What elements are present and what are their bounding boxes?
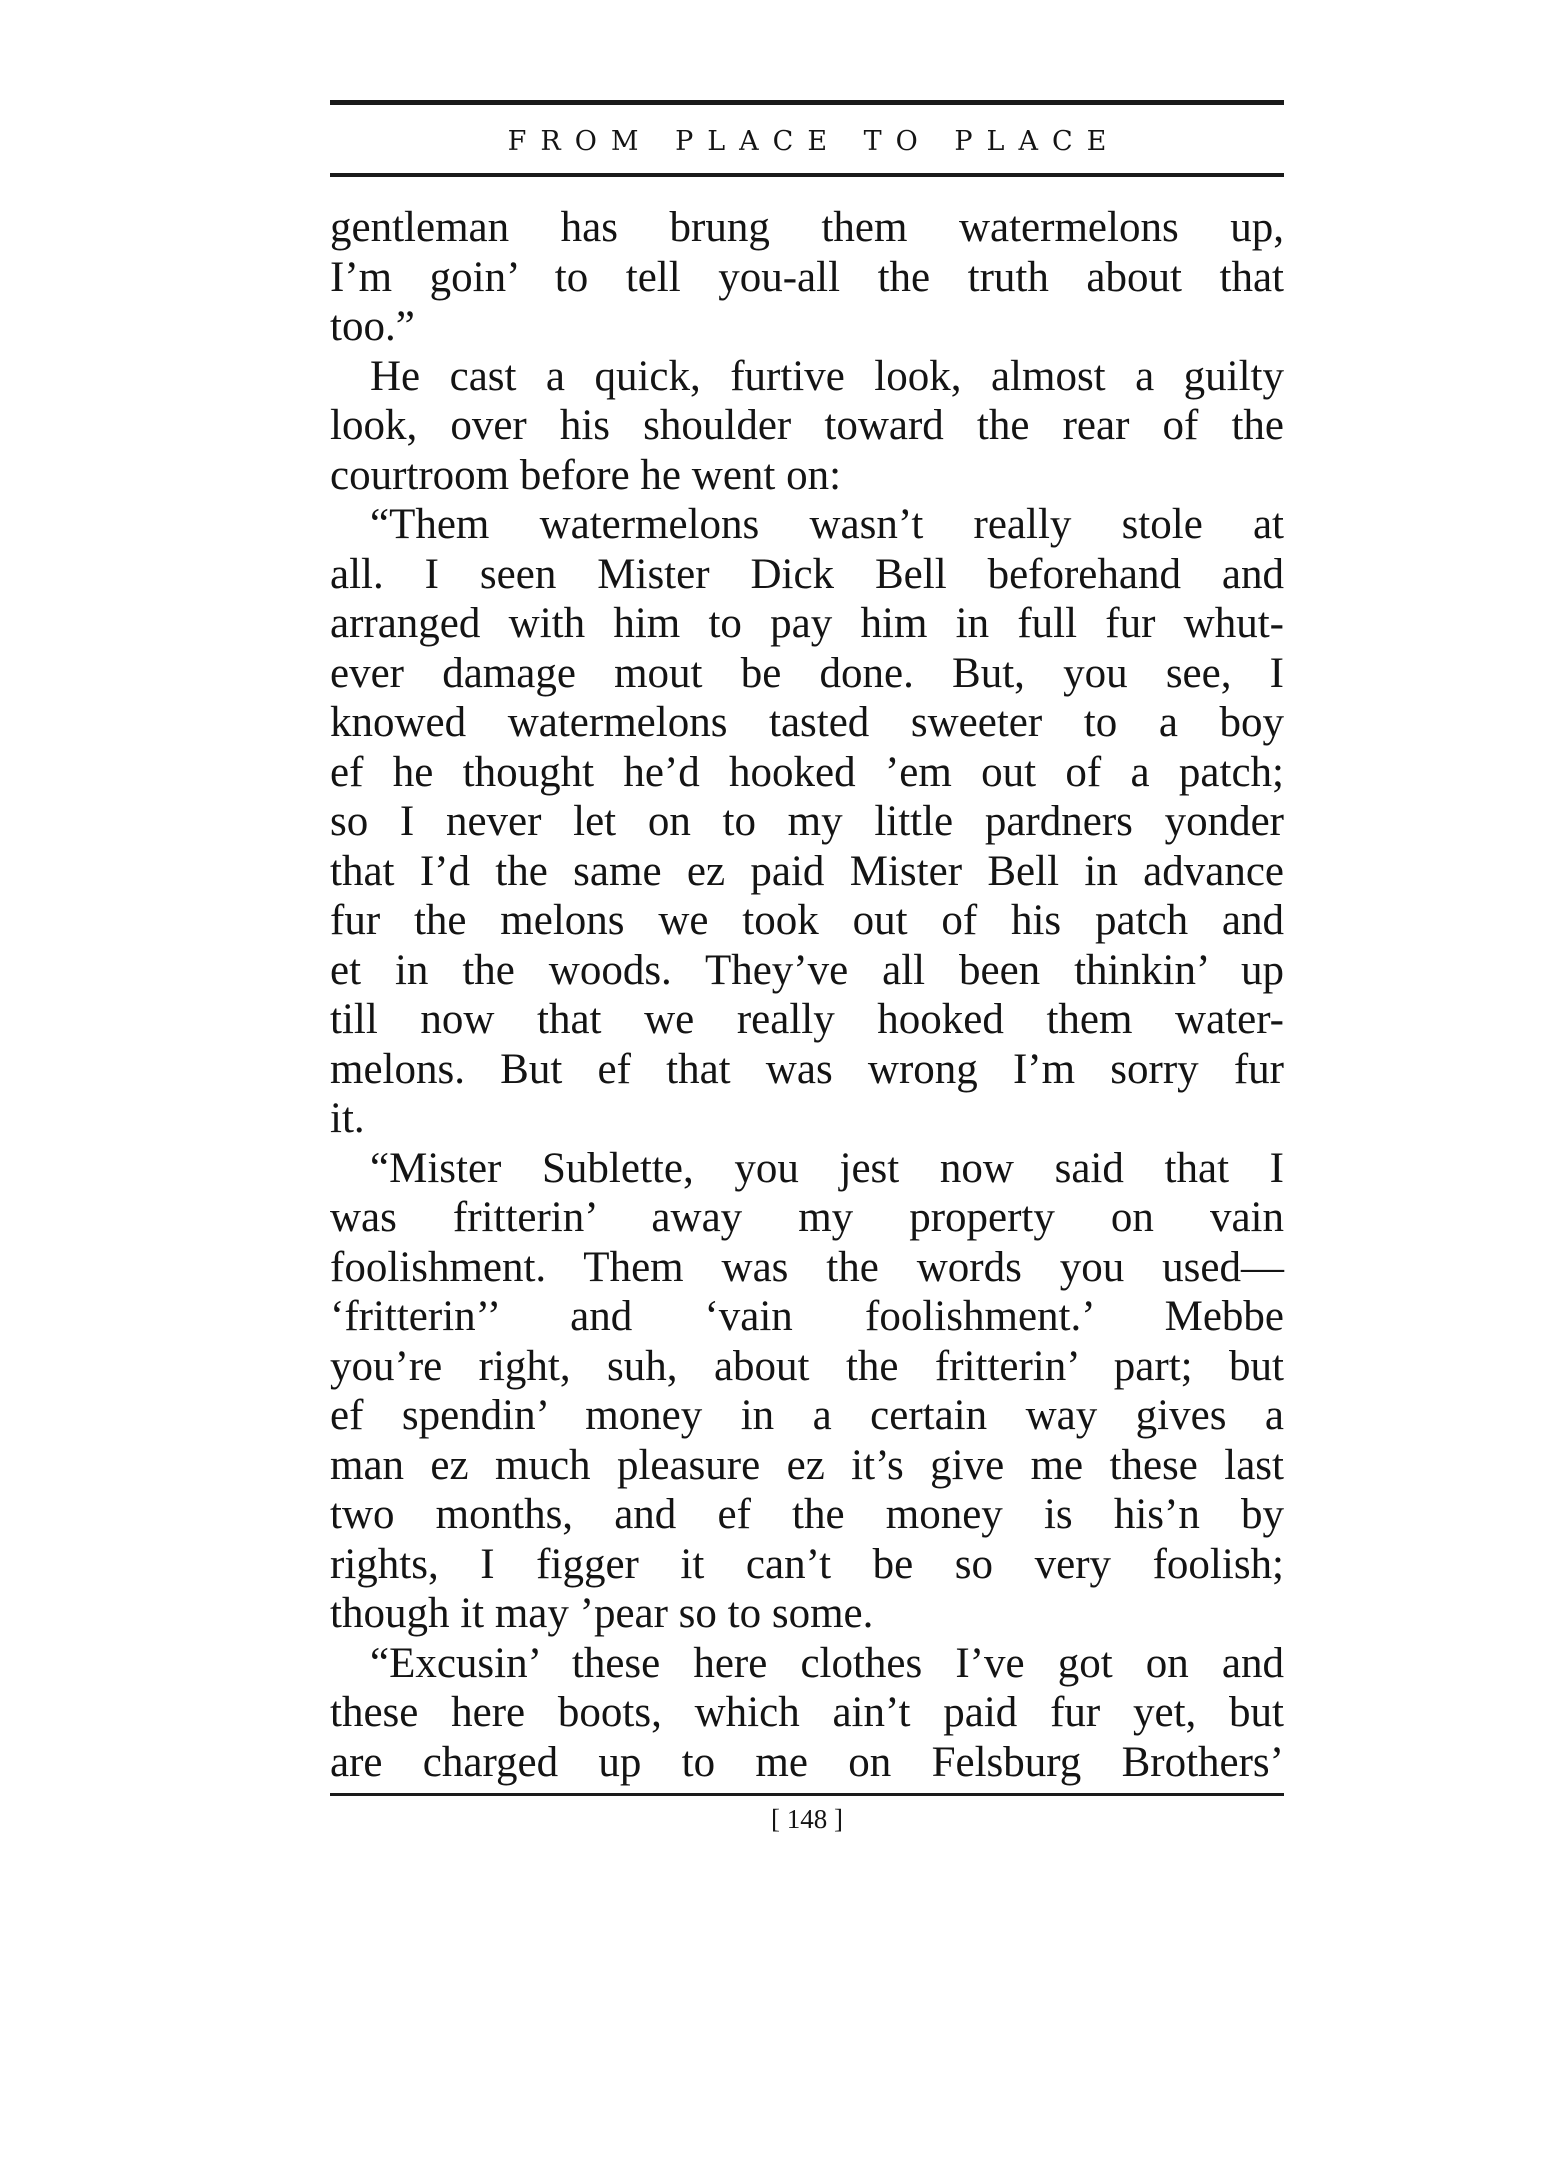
- text-line: though it may ’pear so to some.: [330, 1590, 874, 1637]
- book-page: [330, 100, 1284, 1835]
- text-line: He cast a quick, furtive look, almost a guilty: [370, 352, 1284, 400]
- paragraph-4: [330, 1144, 1284, 1639]
- paragraph-1: [330, 203, 1284, 352]
- text-line: you’re right, suh, about the fritterin’ part; but: [330, 1342, 1284, 1390]
- paragraph-3: [330, 500, 1284, 1144]
- paragraph-2: [330, 352, 1284, 501]
- header-rule-bottom: [330, 173, 1284, 177]
- text-line: are charged up to me on Felsburg Brothers’: [330, 1738, 1284, 1786]
- text-line: knowed watermelons tasted sweeter to a boy: [330, 699, 1284, 746]
- page-number: [ 148 ]: [771, 1804, 843, 1834]
- text-line: too.”: [330, 303, 415, 350]
- text-line: gentleman has brung them watermelons up,: [330, 204, 1284, 251]
- body-text: [330, 203, 1284, 1787]
- text-line: these here boots, which ain’t paid fur yet, but: [330, 1689, 1284, 1736]
- text-line: rights, I figger it can’t be so very foolish;: [330, 1540, 1284, 1588]
- text-line: melons. But ef that was wrong I’m sorry fur: [330, 1045, 1284, 1093]
- text-line: so I never let on to my little pardners yonder: [330, 798, 1284, 845]
- text-line: “Excusin’ these here clothes I’ve got on and: [370, 1639, 1284, 1687]
- text-line: fur the melons we took out of his patch and: [330, 897, 1284, 944]
- text-line: two months, and ef the money is his’n by: [330, 1491, 1284, 1538]
- text-line: was fritterin’ away my property on vain: [330, 1194, 1284, 1241]
- text-line: ‘fritterin’’ and ‘vain foolishment.’ Mebbe: [330, 1293, 1284, 1340]
- text-line: till now that we really hooked them water-: [330, 996, 1284, 1043]
- text-line: “Mister Sublette, you jest now said that I: [370, 1144, 1284, 1192]
- footer-rule: [330, 1793, 1284, 1796]
- text-line: all. I seen Mister Dick Bell beforehand and: [330, 550, 1284, 598]
- text-line: I’m goin’ to tell you-all the truth about that: [330, 253, 1284, 301]
- text-line: that I’d the same ez paid Mister Bell in advance: [330, 847, 1284, 895]
- text-line: ef he thought he’d hooked ’em out of a patch;: [330, 748, 1284, 796]
- text-line: et in the woods. They’ve all been thinkin’ up: [330, 946, 1284, 994]
- paragraph-5: [330, 1639, 1284, 1788]
- running-head: FROM PLACE TO PLACE: [507, 126, 1121, 157]
- text-line: foolishment. Them was the words you used—: [330, 1243, 1284, 1291]
- text-line: courtroom before he went on:: [330, 451, 842, 499]
- text-line: ever damage mout be done. But, you see, I: [330, 649, 1284, 697]
- text-line: ef spendin’ money in a certain way gives a: [330, 1392, 1284, 1439]
- text-line: “Them watermelons wasn’t really stole at: [370, 501, 1284, 548]
- text-line: it.: [330, 1095, 365, 1142]
- text-line: look, over his shoulder toward the rear of the: [330, 402, 1284, 449]
- text-line: arranged with him to pay him in full fur whut-: [330, 600, 1284, 647]
- text-line: man ez much pleasure ez it’s give me these last: [330, 1441, 1284, 1489]
